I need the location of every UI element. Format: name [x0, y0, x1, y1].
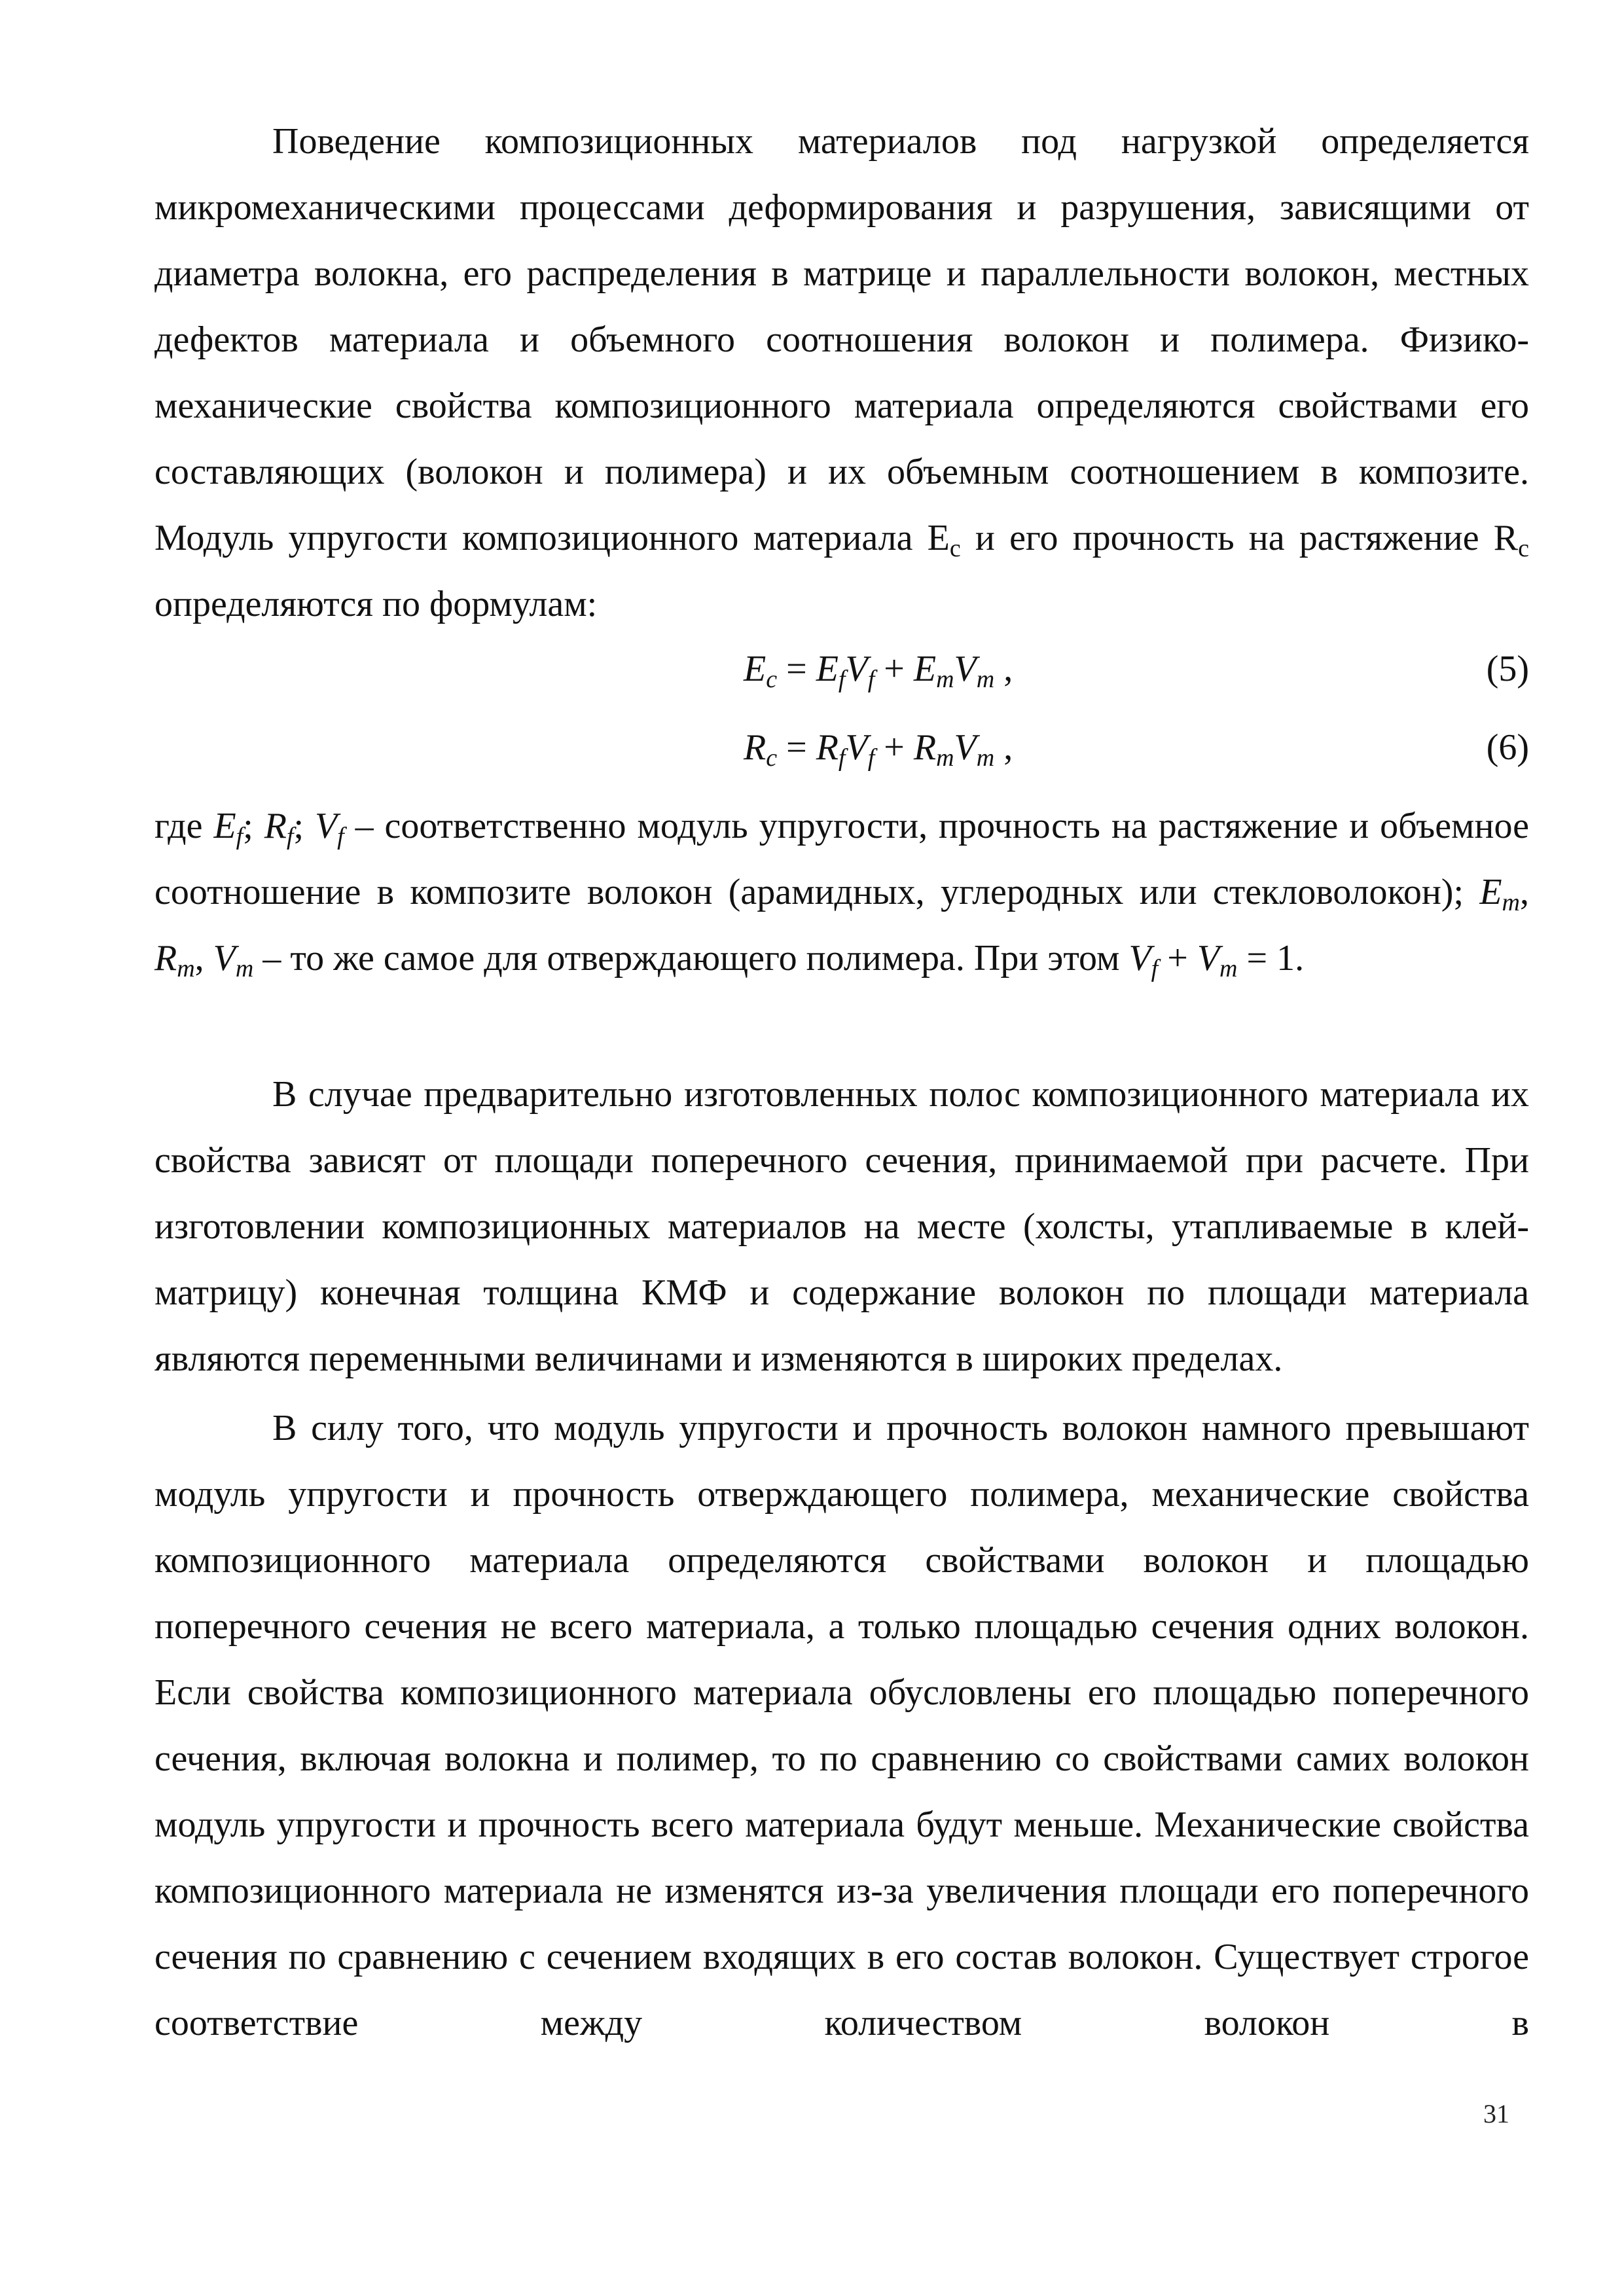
paragraph-definitions: где $E_f$; $R_f$; $V_f$ – соответственно модуль упругости, прочность на растяжение и объемное соотношение в композите волокон (арамидных, углеродных или стекловолокон); $E_m$, $R_m$, $V_m$ – то же самое для отверждающего полимера. При этом $V_f + V_m = 1$. — [154, 806, 1530, 982]
equation-number-5: (5) — [1486, 649, 1529, 689]
formula-6: $R_c = R_fV_f + R_mV_m$ , — [744, 727, 1013, 772]
paragraph-fiber-properties: В силу того, что модуль упругости и прочность волокон намного превышают модуль упругости и прочность отверждающего полимера, механические свойства композиционного материала определяются свойствами волокон и площадью поперечного сечения не всего материала, а только площадью сечения одних волокон. Если свойства композиционного материала обусловлены его площадью поперечного сечения, включая волокна и полимер, то по сравнению со свойствами самих волокон модуль упругости и прочность всего материала будут меньше. Механические свойства композиционного материала не изменятся из-за увеличения площади его поперечного сечения по сравнению с сечением входящих в его состав волокон. Существует строгое соответствие между количеством волокон в — [154, 1408, 1529, 2043]
formula-5-row — [154, 636, 1529, 702]
equation-number-6: (6) — [1486, 727, 1529, 768]
paragraph-intro: Поведение композиционных материалов под нагрузкой определяется микромеханическими процессами деформирования и разрушения, зависящими от диаметра волокна, его распределения в матрице и параллельности волокон, местных дефектов материала и объемного соотношения волокон и полимера. Физико-механические свойства композиционного материала определяются свойствами его составляющих (волокон и полимера) и их объемным соотношением в композите. Модуль упругости композиционного материала $E_c$ и его прочность на растяжение $R_c$ определяются по формулам: — [154, 121, 1529, 624]
formula-6-row — [154, 715, 1529, 780]
paragraph-prefabricated-strips: В случае предварительно изготовленных полос композиционного материала их свойства зависят от площади поперечного сечения, принимаемой при расчете. При изготовлении композиционных материалов на месте (холсты, утапливаемые в клей-матрицу) конечная толщина КМФ и содержание волокон по площади материала являются переменными величинами и изменяются в широких пределах. — [154, 1074, 1529, 1379]
page-number: 31 — [1483, 2099, 1509, 2128]
formula-5: $E_c = E_fV_f + E_mV_m$ , — [744, 649, 1013, 693]
